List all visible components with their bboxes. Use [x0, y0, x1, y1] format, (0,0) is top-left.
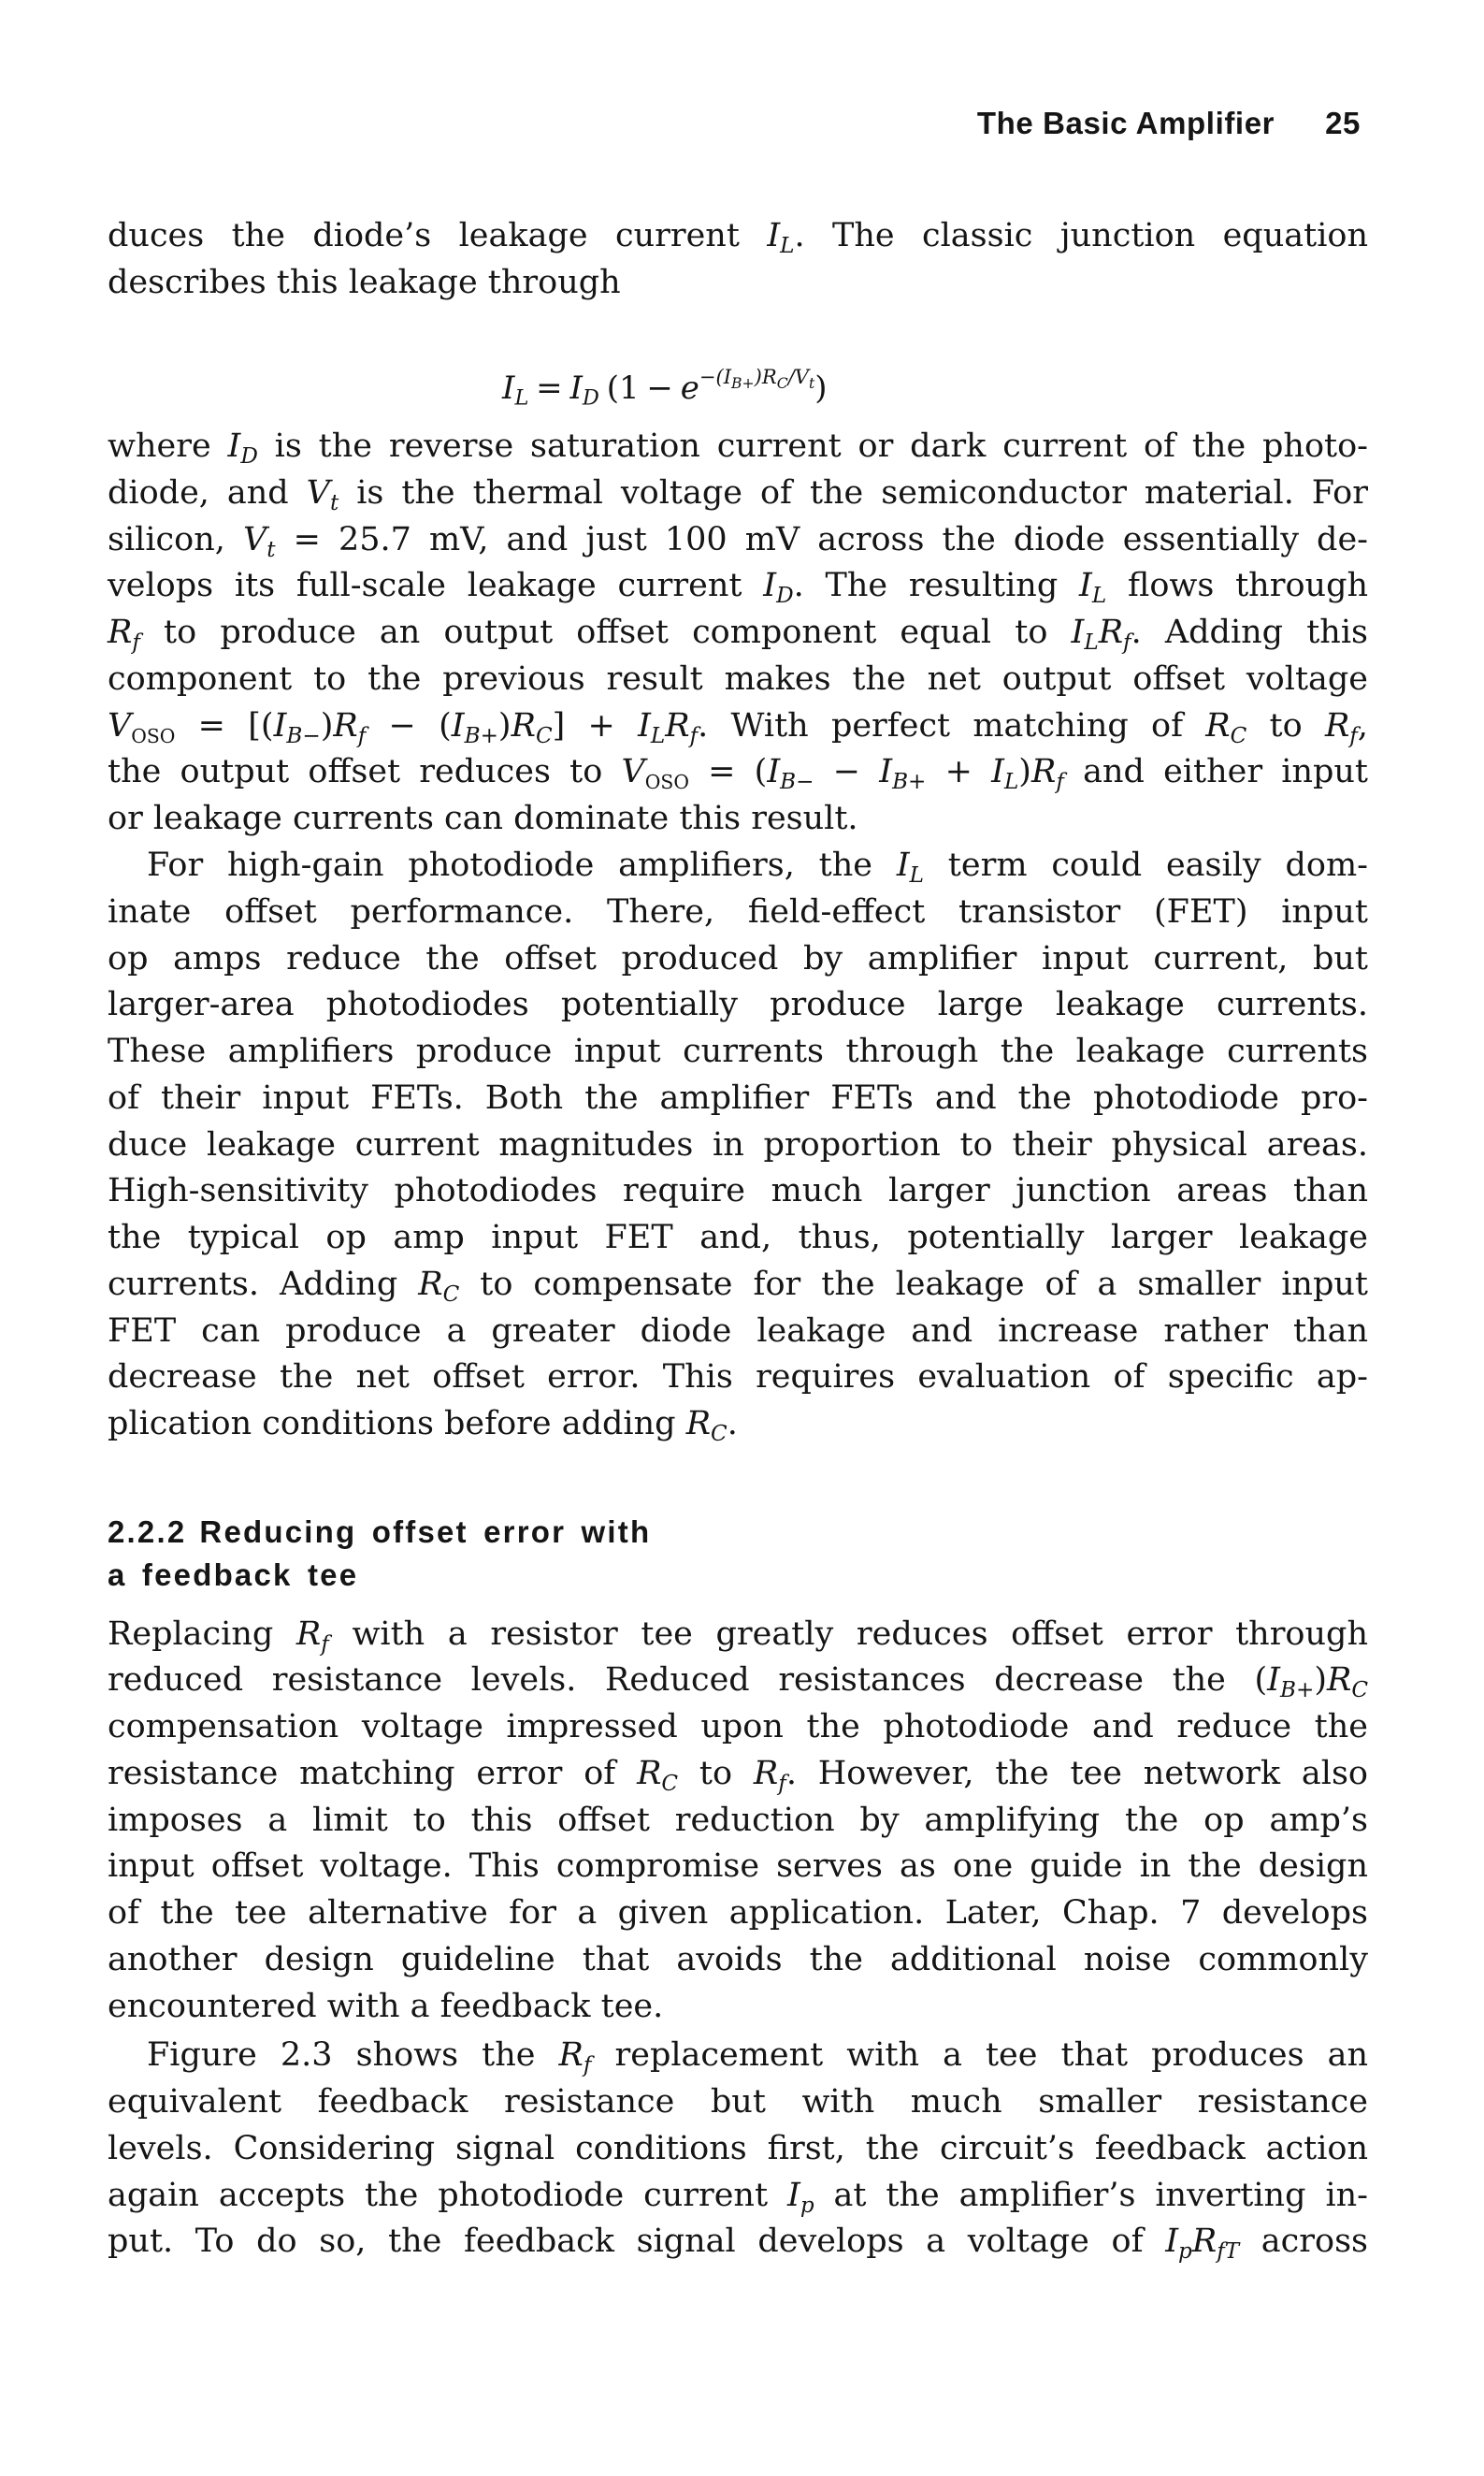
math-subscript: f — [1123, 630, 1131, 655]
text-line — [108, 703, 1368, 750]
text-run: term could easily dom- — [923, 847, 1368, 884]
math-subscript: f — [357, 723, 367, 748]
text-line — [108, 1401, 1368, 1448]
math-subscript: D — [776, 584, 794, 609]
text-line — [108, 213, 1368, 260]
math-subscript: L — [1003, 770, 1019, 795]
text-run: to — [1246, 706, 1325, 745]
math-subscript: D — [240, 443, 258, 469]
math-subscript: p — [800, 2193, 814, 2218]
math-italic: V — [108, 706, 132, 745]
text-line — [108, 1984, 1368, 2031]
text-run: Figure 2.3 shows the — [147, 2036, 559, 2075]
text-run: to compensate for the leakage of a smaller input — [459, 1265, 1368, 1303]
paragraph — [108, 424, 1368, 843]
math-italic: I — [502, 369, 515, 407]
math-italic: I — [896, 847, 910, 884]
text-run: . — [727, 1405, 738, 1443]
math-italic: I — [1165, 2223, 1179, 2261]
math-subscript: B− — [286, 723, 321, 748]
text-run: FET can produce a greater diode leakage and increase rather than — [108, 1311, 1368, 1350]
math-subscript: B+ — [464, 723, 498, 748]
math-subscript: B− — [780, 770, 814, 795]
section-title: Reducing offset error with — [199, 1514, 652, 1549]
text-line — [108, 1122, 1368, 1169]
paragraph — [108, 213, 1368, 307]
text-line — [108, 517, 1368, 564]
math-subscript: C — [1230, 723, 1247, 748]
math-subscript: fT — [1217, 2239, 1240, 2265]
text-run: duces the diode’s leakage current — [108, 217, 768, 254]
text-run: velops its full-scale leakage current — [108, 567, 764, 605]
text-run: ) — [1018, 753, 1031, 791]
text-line — [108, 2126, 1368, 2173]
math-subscript: f — [689, 723, 699, 748]
math-subscript: OSO — [644, 771, 689, 794]
text-run: ) — [1314, 1661, 1327, 1700]
text-run: of their input FETs. Both the amplifier FETs and the photodiode pro- — [108, 1079, 1368, 1117]
text-line — [108, 1262, 1368, 1309]
math-superscript: )R — [754, 365, 777, 389]
math-superscript: −(I — [699, 365, 732, 389]
text-line — [108, 1168, 1368, 1215]
math-subscript: OSO — [131, 724, 176, 747]
text-run: the output offset reduces to — [108, 753, 622, 791]
text-run: ) — [497, 706, 511, 745]
text-run: . The classic junction equation — [794, 217, 1368, 254]
text-line — [108, 1354, 1368, 1401]
running-title: The Basic Amplifier — [976, 106, 1275, 140]
math-italic: I — [767, 217, 781, 254]
display-equation — [502, 365, 828, 412]
text-run: and either input — [1063, 753, 1368, 791]
text-run: . However, the tee network also — [785, 1754, 1369, 1792]
math-italic: I — [638, 706, 651, 745]
text-line — [108, 1704, 1368, 1751]
text-run: compensation voltage impressed upon the photodiode and reduce the — [108, 1708, 1368, 1746]
math-italic: R — [418, 1265, 443, 1303]
paragraph — [108, 2033, 1368, 2266]
text-line — [108, 2219, 1368, 2266]
text-line — [108, 982, 1368, 1029]
math-subscript: L — [909, 862, 924, 888]
text-line — [108, 1076, 1368, 1122]
math-italic: I — [763, 567, 777, 605]
text-run: at the amplifier’s inverting in- — [814, 2176, 1368, 2214]
text-run: . Adding this — [1131, 614, 1368, 652]
math-subscript: C — [661, 1771, 679, 1796]
math-subscript: L — [650, 723, 666, 748]
text-run: (1 − — [598, 369, 681, 407]
section-heading-line — [108, 1511, 651, 1554]
math-italic: R — [665, 706, 690, 745]
math-subscript: f — [583, 2053, 592, 2078]
text-run: ) — [320, 706, 334, 745]
math-subscript: L — [514, 385, 529, 411]
math-italic: R — [1030, 753, 1057, 791]
text-run: inate offset performance. There, field-effect transistor (FET) input — [108, 892, 1368, 931]
section-title: a feedback tee — [108, 1557, 359, 1592]
math-italic: I — [991, 753, 1004, 791]
math-italic: I — [1079, 567, 1092, 605]
math-subscript: C — [1351, 1678, 1368, 1703]
math-subscript: f — [321, 1631, 329, 1657]
running-header — [977, 105, 1361, 142]
math-italic: I — [451, 706, 465, 745]
text-run: These amplifiers produce input currents through the leakage currents — [108, 1033, 1368, 1071]
text-run: of the tee alternative for a given application. Later, Chap. 7 develops — [108, 1894, 1368, 1933]
text-run: another design guideline that avoids the additional noise commonly — [108, 1940, 1368, 1978]
text-run: levels. Considering signal conditions first, the circuit’s feedback action — [108, 2129, 1368, 2167]
math-italic: V — [242, 520, 267, 558]
text-run: = — [528, 369, 570, 407]
math-superscript-subscript: C — [776, 373, 788, 392]
text-run: currents. Adding — [108, 1265, 419, 1303]
text-line — [108, 1215, 1368, 1262]
math-italic: V — [621, 753, 645, 791]
text-run: + — [926, 753, 992, 791]
text-run: op amps reduce the offset produced by amplifier input current, but — [108, 939, 1368, 977]
text-run: . The resulting — [793, 567, 1080, 605]
text-run: larger-area photodiodes potentially produce large leakage currents. — [108, 986, 1368, 1024]
text-run: is the thermal voltage of the semiconductor material. For — [339, 473, 1368, 512]
text-run: reduced resistance levels. Reduced resistances decrease the ( — [108, 1661, 1268, 1700]
math-superscript-subscript: B+ — [731, 373, 755, 392]
math-italic: I — [767, 753, 781, 791]
math-subscript: f — [1349, 723, 1358, 748]
math-italic: R — [108, 614, 133, 652]
math-subscript: L — [1084, 630, 1099, 655]
text-line — [108, 2033, 1368, 2079]
text-run: to — [678, 1754, 754, 1792]
text-run: or leakage currents can dominate this result. — [108, 800, 858, 838]
math-superscript: /V — [787, 365, 810, 389]
text-line — [108, 1798, 1368, 1845]
section-heading-line — [108, 1554, 651, 1597]
text-run: = [( — [175, 706, 274, 745]
text-run: input offset voltage. This compromise serves as one guide in the design — [108, 1847, 1368, 1886]
text-run: component to the previous result makes the net output offset voltage — [108, 659, 1368, 698]
text-run: decrease the net offset error. This requires evaluation of specific ap- — [108, 1358, 1368, 1397]
text-run: − — [814, 753, 880, 791]
paragraph — [108, 1612, 1368, 2031]
math-italic: R — [558, 2036, 584, 2075]
text-run: . With perfect matching of — [698, 706, 1206, 745]
text-line — [108, 657, 1368, 703]
math-subscript: C — [535, 723, 553, 748]
math-subscript: p — [1178, 2239, 1192, 2265]
text-run: = ( — [688, 753, 768, 791]
math-subscript: B+ — [892, 770, 927, 795]
text-run: imposes a limit to this offset reduction by amplifying the op amp’s — [108, 1801, 1368, 1839]
math-italic: I — [1071, 614, 1085, 652]
text-line — [108, 1890, 1368, 1937]
text-run: flows through — [1106, 567, 1369, 605]
text-run: across — [1239, 2223, 1368, 2261]
text-run: plication conditions before adding — [108, 1405, 686, 1443]
text-run: resistance matching error of — [108, 1754, 638, 1792]
text-line — [108, 424, 1368, 471]
text-run: For high-gain photodiode amplifiers, the — [147, 847, 897, 884]
text-run: the typical op amp input FET and, thus, potentially larger leakage — [108, 1219, 1368, 1257]
math-italic: I — [786, 2176, 800, 2214]
math-subscript: t — [267, 537, 276, 562]
math-italic: I — [879, 753, 893, 791]
math-subscript: C — [442, 1281, 460, 1307]
text-run: to produce an output offset component equal to — [139, 614, 1072, 652]
page-number: 25 — [1325, 106, 1361, 140]
math-subscript: B+ — [1279, 1678, 1315, 1703]
text-line — [108, 471, 1368, 517]
paragraph — [108, 843, 1368, 1448]
text-run: replacement with a tee that produces an — [591, 2036, 1368, 2075]
text-line — [108, 1751, 1368, 1798]
text-run: is the reverse saturation current or dark current of the photo- — [257, 427, 1368, 465]
math-italic: R — [1326, 1661, 1352, 1700]
text-run: duce leakage current magnitudes in proportion to their physical areas. — [108, 1125, 1368, 1164]
math-italic: R — [1324, 706, 1350, 745]
text-run: describes this leakage through — [108, 263, 621, 301]
math-subscript: L — [1091, 584, 1107, 609]
text-line — [108, 1937, 1368, 1984]
math-subscript: f — [132, 630, 140, 655]
math-italic: R — [685, 1405, 712, 1443]
text-run: Replacing — [108, 1614, 296, 1653]
math-subscript: f — [778, 1771, 786, 1796]
math-italic: R — [511, 706, 536, 745]
math-subscript: L — [780, 233, 795, 258]
math-italic: R — [1098, 614, 1124, 652]
math-superscript-subscript: t — [809, 373, 815, 392]
math-italic: I — [1267, 1661, 1280, 1700]
text-run: = 25.7 mV, and just 100 mV across the diode essentially de- — [275, 520, 1368, 558]
text-line — [108, 563, 1368, 610]
text-line — [108, 796, 1368, 843]
text-run: where — [108, 427, 228, 465]
text-run: High-sensitivity photodiodes require much larger junction areas than — [108, 1172, 1368, 1210]
text-line — [108, 260, 1368, 307]
text-line — [108, 1612, 1368, 1658]
text-run: with a resistor tee greatly reduces offset error through — [328, 1614, 1368, 1653]
text-run: ] + — [552, 706, 639, 745]
text-run: encountered with a feedback tee. — [108, 1987, 664, 2025]
text-run: , — [1357, 706, 1368, 745]
math-italic: R — [637, 1754, 662, 1792]
text-line — [108, 1309, 1368, 1355]
text-line — [108, 936, 1368, 983]
text-run: again accepts the photodiode current — [108, 2176, 787, 2214]
math-italic: R — [333, 706, 358, 745]
text-run: ) — [814, 369, 828, 407]
math-italic: R — [295, 1614, 322, 1653]
text-run: diode, and — [108, 473, 307, 512]
math-italic: V — [306, 473, 330, 512]
text-run: equivalent feedback resistance but with much smaller resistance — [108, 2083, 1368, 2121]
text-run: put. To do so, the feedback signal develops a voltage of — [108, 2223, 1166, 2261]
math-subscript: C — [711, 1422, 728, 1447]
text-run: − ( — [366, 706, 452, 745]
text-line — [108, 1658, 1368, 1704]
text-line — [108, 890, 1368, 936]
math-italic: R — [1205, 706, 1231, 745]
text-run: silicon, — [108, 520, 243, 558]
text-line — [108, 2173, 1368, 2220]
text-line — [108, 749, 1368, 796]
text-line — [108, 2079, 1368, 2126]
text-line — [108, 843, 1368, 890]
math-italic: R — [1191, 2223, 1217, 2261]
math-italic: R — [753, 1754, 779, 1792]
math-italic: I — [227, 427, 241, 465]
text-line — [108, 610, 1368, 657]
math-subscript: D — [582, 385, 599, 411]
math-subscript: t — [329, 490, 339, 515]
math-italic: I — [273, 706, 287, 745]
section-number: 2.2.2 — [108, 1514, 187, 1549]
text-line — [108, 1844, 1368, 1890]
math-italic: I — [569, 369, 583, 407]
text-line — [108, 1029, 1368, 1076]
math-subscript: f — [1056, 770, 1064, 795]
section-heading — [108, 1511, 651, 1596]
math-italic: e — [680, 369, 699, 407]
